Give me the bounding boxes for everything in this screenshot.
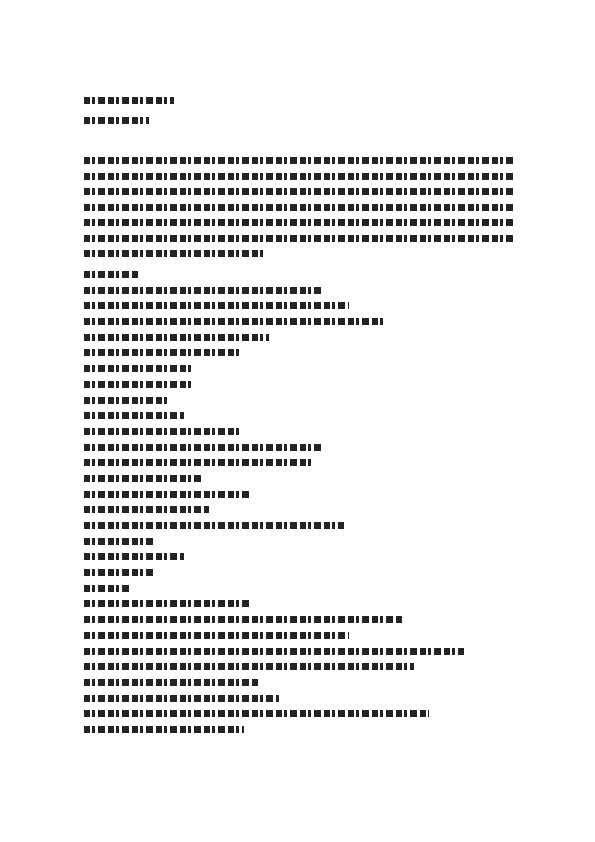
list-item [84, 538, 154, 545]
list-item [84, 459, 314, 466]
list-item [84, 695, 279, 702]
list-item [84, 287, 324, 294]
list-item [84, 318, 384, 325]
list-item [84, 553, 184, 560]
list-item [84, 616, 404, 623]
title-text [84, 104, 85, 105]
list-item [84, 585, 129, 592]
list-item [84, 302, 349, 309]
paragraph-line [84, 219, 514, 226]
list-item [84, 475, 204, 482]
list-item [84, 569, 154, 576]
list-item [84, 428, 239, 435]
list-item [84, 679, 259, 686]
paragraph-line [84, 204, 514, 211]
list-item [84, 522, 344, 529]
body-paragraph [84, 157, 514, 261]
list-item [84, 365, 194, 372]
paragraph-line [84, 173, 514, 180]
list-item [84, 381, 194, 388]
list-item [84, 600, 249, 607]
document-subtitle [84, 117, 149, 127]
list-item [84, 412, 184, 419]
list-item [84, 632, 349, 639]
list-item [84, 710, 429, 717]
list-item [84, 663, 414, 670]
paragraph-line [84, 235, 514, 242]
list-item [84, 648, 464, 655]
subtitle-text-blur [84, 117, 149, 124]
paragraph-line [84, 157, 514, 164]
paragraph-line [84, 188, 514, 195]
list-item [84, 726, 244, 733]
list-item [84, 506, 209, 513]
document-title [84, 97, 174, 107]
list-item [84, 349, 239, 356]
subtitle-text [84, 124, 85, 125]
list-item [84, 397, 169, 404]
item-list [84, 271, 504, 761]
list-item [84, 334, 269, 341]
list-item [84, 491, 249, 498]
paragraph-line [84, 250, 264, 257]
list-item [84, 271, 139, 278]
title-text-blur [84, 97, 174, 104]
list-item [84, 444, 324, 451]
